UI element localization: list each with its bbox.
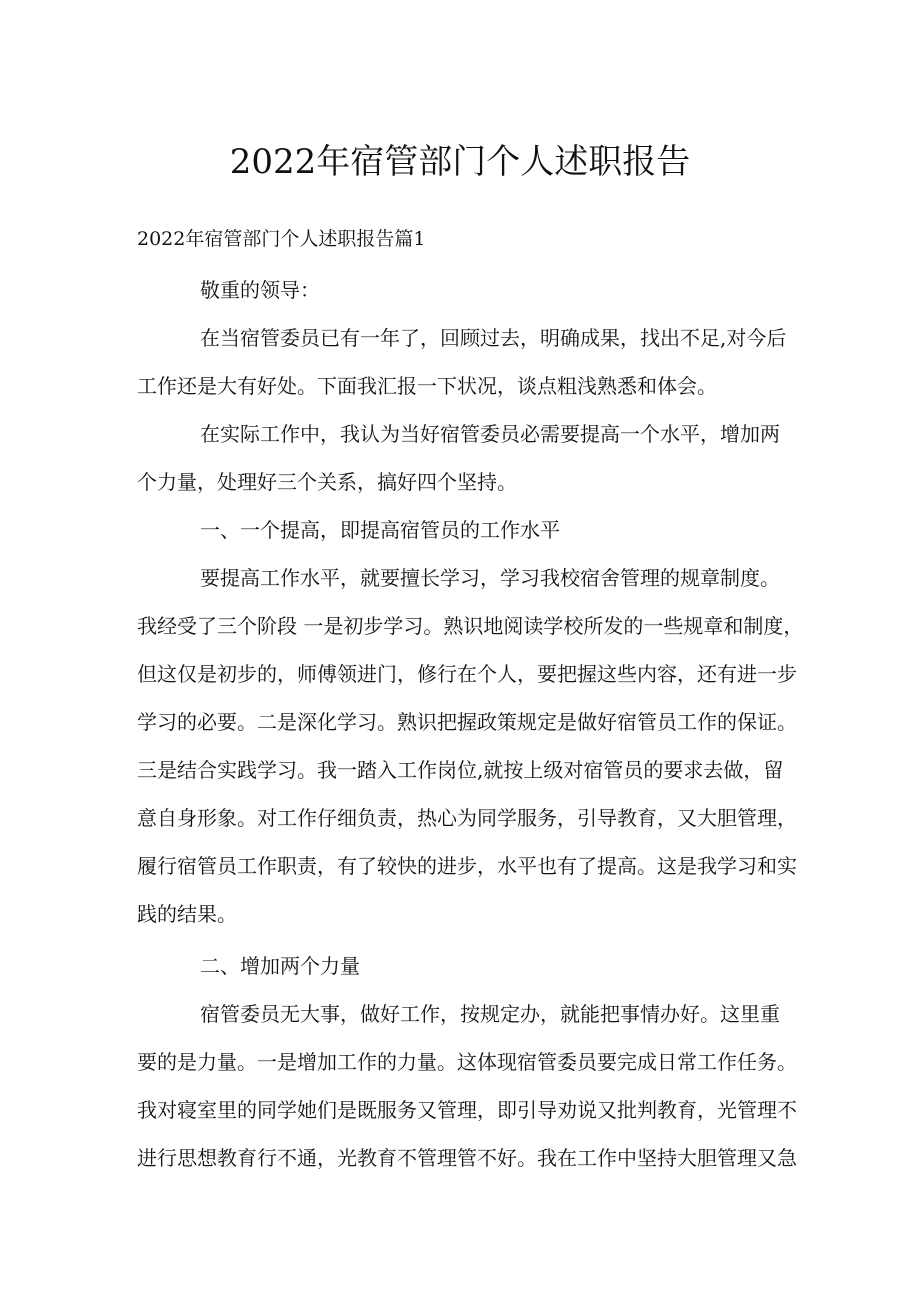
- subheading-line: 二、增加两个力量: [200, 954, 360, 978]
- body-line: 在当宿管委员已有一年了，回顾过去，明确成果，找出不足,对今后: [200, 326, 787, 350]
- body-line: 个力量，处理好三个关系，搞好四个坚持。: [137, 470, 517, 494]
- body-line: 履行宿管员工作职责，有了较快的进步，水平也有了提高。这是我学习和实: [137, 854, 797, 878]
- body-line: 在实际工作中，我认为当好宿管委员必需要提高一个水平，增加两: [200, 422, 780, 446]
- section-heading: 2022年宿管部门个人述职报告篇1: [137, 228, 426, 250]
- body-line: 进行思想教育行不通，光教育不管理管不好。我在工作中坚持大胆管理又急: [137, 1146, 797, 1170]
- body-line: 宿管委员无大事，做好工作，按规定办，就能把事情办好。这里重: [200, 1002, 780, 1026]
- document-title: 2022年宿管部门个人述职报告: [229, 142, 691, 182]
- subheading-line: 一、一个提高，即提高宿管员的工作水平: [200, 518, 560, 542]
- body-line: 我经受了三个阶段 一是初步学习。熟识地阅读学校所发的一些规章和制度，: [137, 614, 804, 638]
- body-line: 要的是力量。一是增加工作的力量。这体现宿管委员要完成日常工作任务。: [137, 1050, 797, 1074]
- body-line: 三是结合实践学习。我一踏入工作岗位,就按上级对宿管员的要求去做，留: [137, 758, 784, 782]
- body-line: 践的结果。: [137, 902, 237, 926]
- body-line: 工作还是大有好处。下面我汇报一下状况，谈点粗浅熟悉和体会。: [137, 374, 717, 398]
- body-line: 但这仅是初步的，师傅领进门，修行在个人，要把握这些内容，还有进一步: [137, 662, 797, 686]
- body-line: 学习的必要。二是深化学习。熟识把握政策规定是做好宿管员工作的保证。: [137, 710, 797, 734]
- body-line: 意自身形象。对工作仔细负责，热心为同学服务，引导教育，又大胆管理，: [137, 806, 797, 830]
- body-line: 要提高工作水平，就要擅长学习，学习我校宿舍管理的规章制度。: [200, 566, 780, 590]
- body-line: 我对寝室里的同学她们是既服务又管理，即引导劝说又批判教育，光管理不: [137, 1098, 797, 1122]
- salutation-line: 敬重的领导：: [200, 278, 320, 302]
